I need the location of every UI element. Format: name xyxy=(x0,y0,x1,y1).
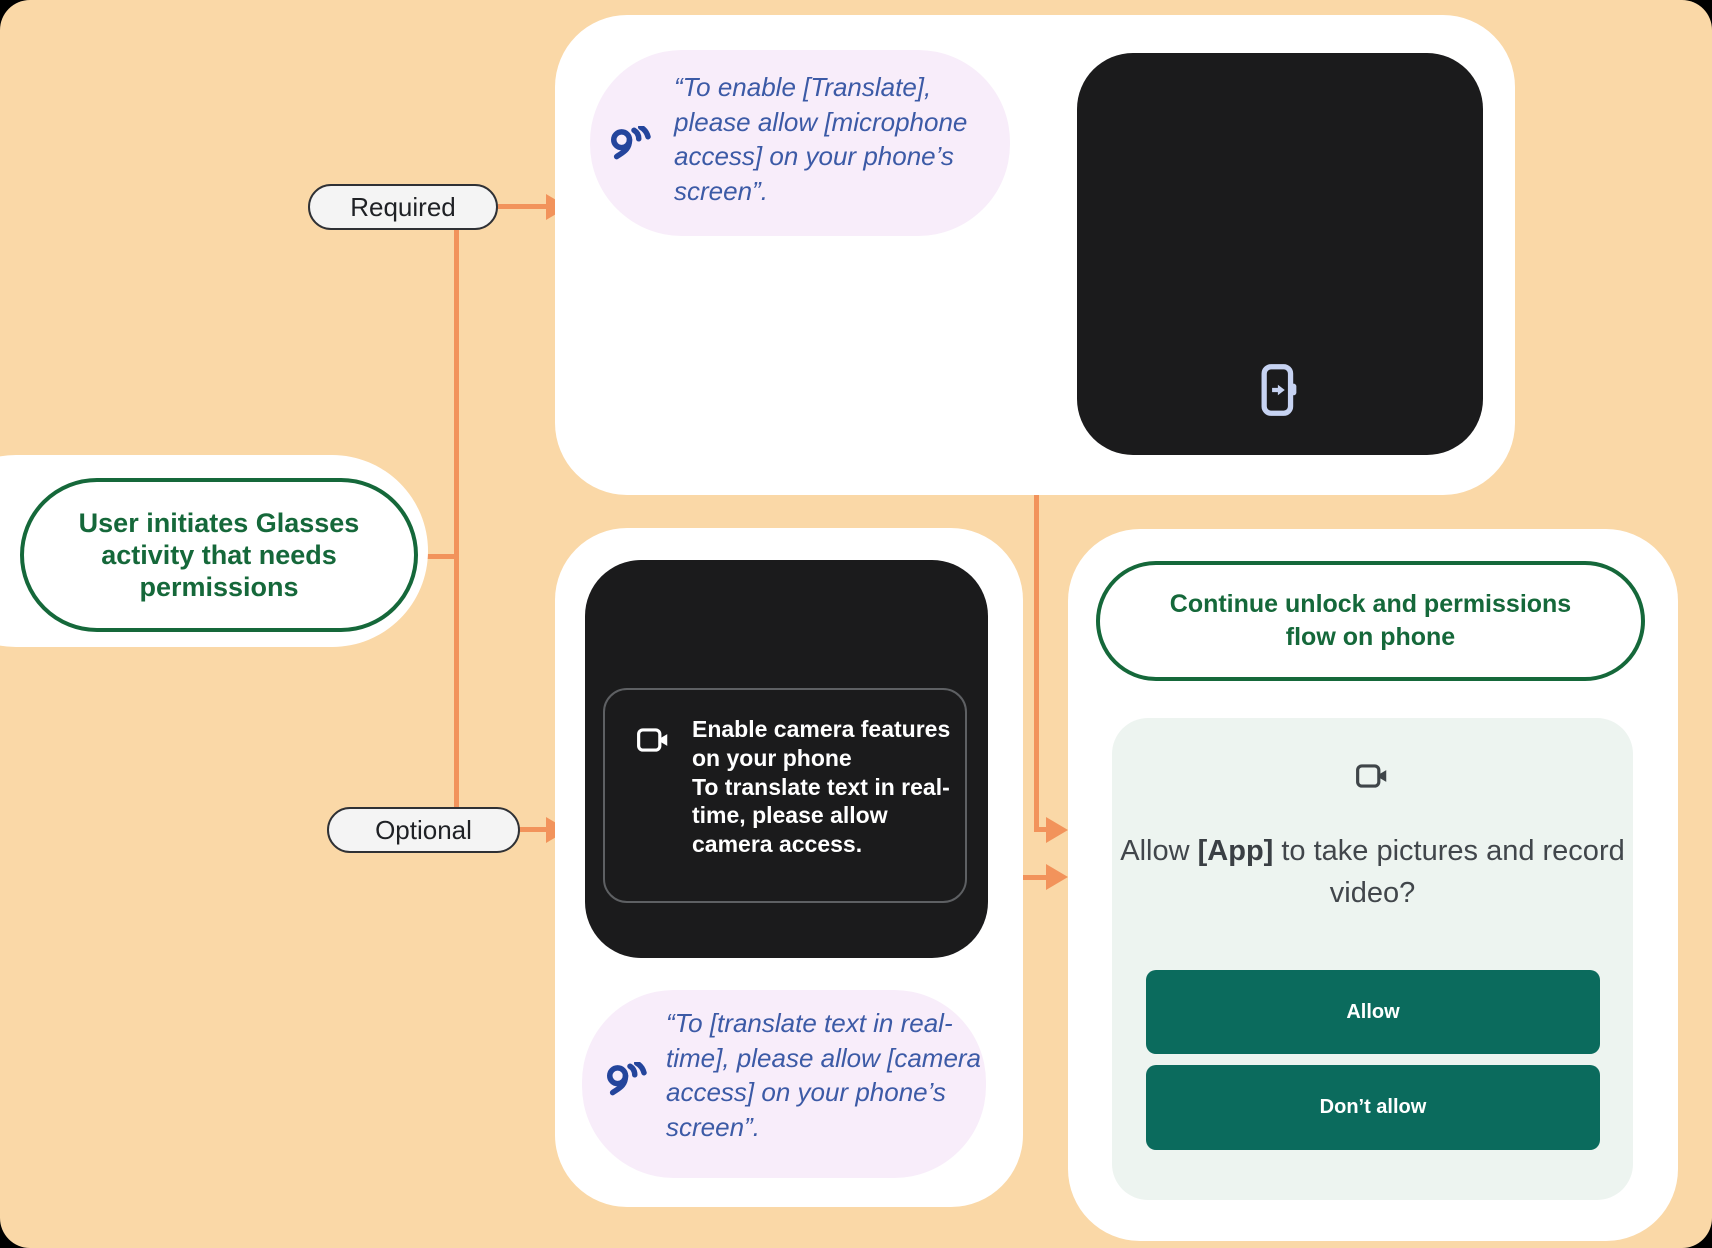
voice-prompt-text-top: “To enable [Translate], please allow [microphone access] on your phone’s screen”. xyxy=(674,72,968,206)
question-suffix: to take pictures and record video? xyxy=(1273,835,1625,909)
glasses-toast-text xyxy=(692,715,960,859)
hearing-icon xyxy=(602,1062,652,1107)
start-node xyxy=(20,478,418,632)
glasses-toast-heading: Enable camera features on your phone xyxy=(692,716,951,771)
optional-flow-card xyxy=(555,528,1023,1207)
arrowhead-to-dialog-upper xyxy=(1046,817,1068,843)
optional-label: Optional xyxy=(375,814,472,845)
continue-flow-label: Continue unlock and permissions flow on phone xyxy=(1169,590,1572,651)
connector-required-optional xyxy=(454,228,459,808)
voice-prompt-text-bottom: “To [translate text in real-time], please allow [camera access] on your phone’s screen”. xyxy=(666,1008,982,1142)
permission-dialog xyxy=(1112,718,1633,1200)
permission-question xyxy=(1112,830,1633,914)
phone-dialog-layer xyxy=(1068,529,1678,1241)
question-prefix: Allow xyxy=(1120,835,1198,867)
required-label: Required xyxy=(350,191,456,222)
connector-start-branch xyxy=(426,554,457,559)
glasses-display-screen xyxy=(585,560,988,958)
videocam-icon xyxy=(636,726,672,759)
branch-label-required xyxy=(308,184,498,230)
glasses-toast-body: To translate text in real-time, please allow camera access. xyxy=(692,773,950,858)
videocam-icon xyxy=(1355,762,1391,795)
voice-prompt-bubble-top xyxy=(590,50,1010,236)
connector-optional-arrow-line xyxy=(518,827,548,832)
glasses-toast-panel xyxy=(603,688,967,903)
required-flow-card xyxy=(555,15,1515,495)
dont-allow-button[interactable]: Don’t allow xyxy=(1146,1065,1600,1150)
allow-button[interactable]: Allow xyxy=(1146,970,1600,1054)
hearing-icon xyxy=(606,126,656,171)
open-on-phone-icon xyxy=(1261,363,1299,422)
branch-label-optional xyxy=(327,807,520,853)
start-node-label: User initiates Glasses activity that needs permissions xyxy=(78,508,360,602)
phone-screen-locked xyxy=(1077,53,1483,455)
arrowhead-to-dialog-lower xyxy=(1046,864,1068,890)
voice-prompt-bubble-bottom xyxy=(582,990,986,1178)
app-placeholder: [App] xyxy=(1197,835,1274,867)
connector-required-arrow-line xyxy=(498,204,548,209)
